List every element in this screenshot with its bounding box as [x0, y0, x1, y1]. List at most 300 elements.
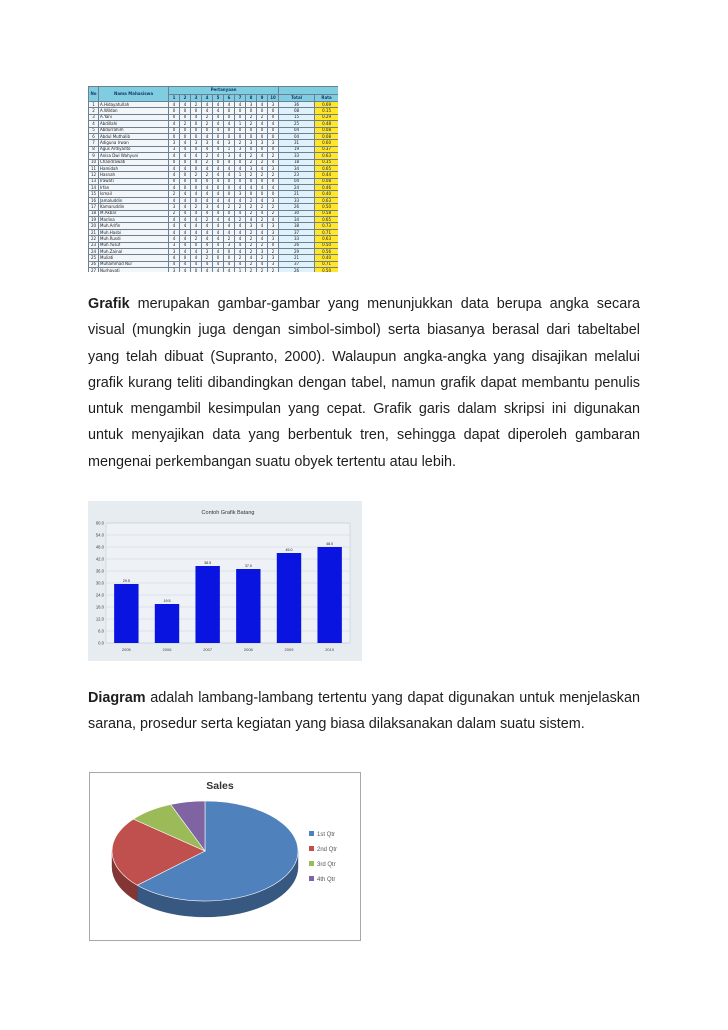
bar-value-label: 29.5: [122, 579, 130, 583]
table-cell: 4: [213, 242, 224, 248]
table-cell: 4: [191, 159, 202, 165]
bar: [277, 553, 301, 643]
table-cell: 3: [191, 140, 202, 146]
table-cell: 4: [257, 210, 268, 216]
table-cell: 1: [235, 172, 246, 178]
table-cell: 4: [213, 204, 224, 210]
table-cell: 0: [268, 127, 279, 133]
table-cell: 4: [202, 185, 213, 191]
bar-value-label: 48.0: [326, 542, 334, 546]
table-cell: 3: [224, 140, 235, 146]
table-cell: 2: [246, 159, 257, 165]
average-cell: 0.08: [315, 133, 338, 139]
table-cell: 0: [202, 127, 213, 133]
table-cell: 0: [180, 108, 191, 114]
header-question: 9: [257, 94, 268, 102]
total-cell: 04: [279, 178, 315, 184]
table-cell: 0: [224, 248, 235, 254]
y-tick-label: 18.0: [95, 604, 104, 610]
table-cell: 0: [180, 178, 191, 184]
table-cell: 4: [89, 121, 99, 127]
table-cell: 0: [268, 178, 279, 184]
average-cell: 0.73: [315, 223, 338, 229]
table-cell: 0: [257, 191, 268, 197]
table-cell: 0: [169, 133, 180, 139]
table-cell: 4: [257, 185, 268, 191]
table-cell: 7: [89, 140, 99, 146]
table-cell: 0: [180, 185, 191, 191]
table-cell: 3: [246, 140, 257, 146]
total-cell: 21: [279, 191, 315, 197]
table-cell: 0: [246, 146, 257, 152]
table-cell: 2: [246, 197, 257, 203]
legend-swatch: [309, 846, 314, 851]
table-cell: 2: [257, 159, 268, 165]
table-cell: 4: [202, 165, 213, 171]
x-tick-label: 2005: [121, 647, 131, 652]
table-cell: 2: [246, 248, 257, 254]
table-cell: 0: [213, 133, 224, 139]
table-cell: 3: [246, 102, 257, 108]
student-name-cell: Abdul Muthalib: [99, 133, 169, 139]
table-cell: 3: [257, 140, 268, 146]
paragraph-grafik-text: merupakan gambar-gambar yang menunjukkan data berupa angka secara visual (mungkin juga dengan simbol-simbol) serta biasanya berasal dari tabeltabel yang telah dibuat (Supranto, 2000). Walaupun angka-angka yang disajikan melalui grafik kurang teliti dibandingkan dengan tabel, namun grafik dapat membantu penulis untuk mengambil kesimpulan yang cepat. Grafik garis dalam skripsi ini digunakan untuk menyajikan data yang berbentuk tren, sehingga dapat diperoleh gambaran mengenai perkembangan suatu obyek tertentu atau lebih.: [88, 296, 640, 470]
table-cell: 0: [191, 133, 202, 139]
table-cell: 3: [169, 140, 180, 146]
table-cell: 2: [268, 248, 279, 254]
table-cell: 0: [235, 178, 246, 184]
student-name-cell: Muh.Hasbi: [99, 229, 169, 235]
table-cell: 4: [213, 210, 224, 216]
table-cell: 4: [213, 178, 224, 184]
header-question: 4: [202, 94, 213, 102]
table-cell: 2: [180, 121, 191, 127]
table-cell: 1: [235, 268, 246, 272]
table-cell: 4: [213, 191, 224, 197]
student-name-cell: Hasnah: [99, 172, 169, 178]
table-cell: 4: [213, 153, 224, 159]
table-cell: 4: [169, 261, 180, 267]
header-question: 8: [246, 94, 257, 102]
table-cell: 2: [246, 229, 257, 235]
student-name-cell: Abdillahi: [99, 121, 169, 127]
header-no: No: [89, 87, 99, 102]
table-cell: 25: [89, 255, 99, 261]
table-cell: 0: [257, 133, 268, 139]
total-cell: 04: [279, 133, 315, 139]
table-cell: 3: [202, 140, 213, 146]
total-cell: 34: [279, 165, 315, 171]
table-cell: 0: [224, 114, 235, 120]
table-cell: 3: [246, 223, 257, 229]
table-cell: 14: [89, 185, 99, 191]
table-cell: 0: [268, 133, 279, 139]
table-cell: 4: [257, 236, 268, 242]
table-cell: 4: [213, 197, 224, 203]
table-cell: 22: [89, 236, 99, 242]
table-cell: 4: [235, 236, 246, 242]
table-cell: 2: [257, 204, 268, 210]
table-cell: 0: [235, 127, 246, 133]
table-cell: 0: [246, 178, 257, 184]
table-cell: 4: [180, 223, 191, 229]
table-cell: 3: [235, 146, 246, 152]
student-name-cell: Irfan: [99, 185, 169, 191]
table-cell: 0: [180, 172, 191, 178]
table-cell: 27: [89, 268, 99, 272]
table-cell: 2: [246, 172, 257, 178]
average-cell: 0.65: [315, 217, 338, 223]
table-row: [89, 268, 339, 272]
table-cell: 17: [89, 204, 99, 210]
table-cell: 0: [224, 191, 235, 197]
average-cell: 0.40: [315, 191, 338, 197]
table-cell: 2: [268, 210, 279, 216]
average-cell: 0.08: [315, 178, 338, 184]
table-cell: 4: [191, 223, 202, 229]
table-cell: 3: [268, 140, 279, 146]
table-cell: 2: [246, 242, 257, 248]
table-cell: 0: [191, 185, 202, 191]
total-cell: 25: [279, 121, 315, 127]
table-cell: 3: [268, 165, 279, 171]
header-question: 7: [235, 94, 246, 102]
table-cell: 4: [202, 191, 213, 197]
table-cell: 2: [224, 204, 235, 210]
table-cell: 20: [89, 223, 99, 229]
legend-label: 4th Qtr: [317, 877, 336, 883]
table-cell: 4: [235, 102, 246, 108]
total-cell: 38: [279, 223, 315, 229]
average-cell: 0.46: [315, 185, 338, 191]
student-name-cell: A.Hidayatullah: [99, 102, 169, 108]
student-name-cell: Nurhayati: [99, 268, 169, 272]
bar-value-label: 37.0: [244, 564, 252, 568]
header-blank: [279, 87, 338, 95]
table-cell: 2: [191, 102, 202, 108]
y-tick-label: 48.0: [95, 544, 104, 550]
table-cell: 0: [191, 242, 202, 248]
table-cell: 10: [89, 159, 99, 165]
table-cell: 4: [180, 204, 191, 210]
table-cell: 2: [246, 261, 257, 267]
table-cell: 4: [180, 165, 191, 171]
table-cell: 0: [180, 255, 191, 261]
table-cell: 2: [268, 153, 279, 159]
average-cell: 0.63: [315, 236, 338, 242]
table-cell: 4: [191, 114, 202, 120]
average-cell: 0.58: [315, 210, 338, 216]
table-cell: 3: [202, 204, 213, 210]
table-cell: 4: [202, 261, 213, 267]
bar: [114, 584, 138, 643]
table-cell: 4: [213, 108, 224, 114]
total-cell: 26: [279, 242, 315, 248]
table-cell: 4: [169, 102, 180, 108]
table-cell: 4: [191, 248, 202, 254]
total-cell: 19: [279, 146, 315, 152]
x-tick-label: 2006: [162, 647, 172, 652]
table-cell: 0: [169, 114, 180, 120]
table-cell: 3: [202, 248, 213, 254]
table-cell: 19: [89, 217, 99, 223]
table-cell: 0: [180, 114, 191, 120]
student-name-cell: Chandrawati: [99, 159, 169, 165]
table-cell: 0: [191, 268, 202, 272]
bar-value-label: 45.0: [285, 548, 293, 552]
table-cell: 0: [224, 178, 235, 184]
table-cell: 0: [224, 127, 235, 133]
table-cell: 4: [213, 172, 224, 178]
total-cell: 18: [279, 159, 315, 165]
bar-chart-figure: [88, 501, 362, 661]
table-cell: 2: [202, 159, 213, 165]
table-cell: 0: [257, 178, 268, 184]
bar-chart: [88, 501, 362, 661]
table-cell: 0: [224, 108, 235, 114]
student-name-cell: Jamaluddin: [99, 197, 169, 203]
y-tick-label: 0.0: [98, 640, 104, 646]
table-cell: 4: [224, 172, 235, 178]
table-cell: 4: [202, 223, 213, 229]
table-cell: 4: [191, 153, 202, 159]
table-cell: 4: [235, 261, 246, 267]
pie-chart: [90, 773, 360, 940]
table-cell: 2: [257, 172, 268, 178]
table-cell: 4: [224, 165, 235, 171]
x-tick-label: 2009: [284, 647, 294, 652]
student-name-cell: M.Akbar: [99, 210, 169, 216]
table-cell: 2: [202, 255, 213, 261]
total-cell: 37: [279, 229, 315, 235]
table-cell: 2: [191, 236, 202, 242]
table-cell: 0: [268, 108, 279, 114]
table-cell: 4: [169, 229, 180, 235]
table-cell: 4: [191, 217, 202, 223]
term-diagram: Diagram: [88, 690, 146, 706]
table-cell: 12: [89, 172, 99, 178]
table-cell: 4: [235, 223, 246, 229]
x-tick-label: 2010: [325, 647, 335, 652]
table-cell: 11: [89, 165, 99, 171]
total-cell: 21: [279, 255, 315, 261]
table-cell: 21: [89, 229, 99, 235]
average-cell: 0.69: [315, 102, 338, 108]
table-cell: 2: [246, 236, 257, 242]
table-cell: 0: [235, 133, 246, 139]
table-cell: 2: [202, 114, 213, 120]
bar: [195, 566, 219, 643]
table-cell: 4: [257, 102, 268, 108]
table-cell: 0: [246, 133, 257, 139]
table-cell: 4: [257, 229, 268, 235]
table-cell: 2: [246, 268, 257, 272]
table-cell: 0: [257, 127, 268, 133]
table-cell: 0: [268, 114, 279, 120]
table-cell: 0: [268, 146, 279, 152]
table-cell: 4: [224, 261, 235, 267]
table-cell: 0: [268, 242, 279, 248]
table-cell: 3: [268, 197, 279, 203]
y-tick-label: 54.0: [95, 532, 104, 538]
paragraph-diagram-text: adalah lambang-lambang tertentu yang dapat digunakan untuk menjelaskan sarana, prosedur serta kegiatan yang biasa dilaksanakan dalam suatu sistem.: [88, 690, 640, 733]
table-cell: 2: [235, 140, 246, 146]
student-name-cell: Muh.Zainal: [99, 248, 169, 254]
score-table: [88, 86, 338, 272]
student-name-cell: A.Wildan: [99, 108, 169, 114]
table-cell: 0: [169, 159, 180, 165]
table-cell: 1: [224, 146, 235, 152]
total-cell: 04: [279, 127, 315, 133]
total-cell: 31: [279, 140, 315, 146]
average-cell: 0.65: [315, 165, 338, 171]
table-cell: 2: [202, 153, 213, 159]
table-cell: 4: [213, 127, 224, 133]
header-name: Nama Mahasiswa: [99, 87, 169, 102]
total-cell: 37: [279, 261, 315, 267]
table-cell: 2: [235, 204, 246, 210]
table-cell: 4: [180, 191, 191, 197]
table-cell: 2: [191, 172, 202, 178]
legend-swatch: [309, 876, 314, 881]
total-cell: 26: [279, 268, 315, 272]
table-cell: 3: [268, 229, 279, 235]
table-cell: 15: [89, 191, 99, 197]
total-cell: 36: [279, 102, 315, 108]
table-cell: 4: [257, 153, 268, 159]
header-question: 5: [213, 94, 224, 102]
average-cell: 0.71: [315, 229, 338, 235]
table-cell: 0: [169, 127, 180, 133]
table-cell: 0: [191, 121, 202, 127]
total-cell: 33: [279, 197, 315, 203]
bar: [155, 604, 179, 643]
pie-chart-figure: [89, 772, 361, 941]
table-cell: 2: [268, 204, 279, 210]
student-name-cell: Muh.Yusuf: [99, 242, 169, 248]
table-cell: 4: [180, 197, 191, 203]
table-cell: 4: [180, 242, 191, 248]
table-cell: 4: [180, 229, 191, 235]
table-cell: 4: [180, 268, 191, 272]
table-cell: 4: [169, 153, 180, 159]
table-cell: 3: [268, 236, 279, 242]
table-cell: 2: [257, 268, 268, 272]
table-cell: 4: [169, 197, 180, 203]
table-cell: 4: [180, 102, 191, 108]
table-cell: 4: [202, 242, 213, 248]
header-question: 3: [191, 94, 202, 102]
header-question-group: Pertanyaan: [169, 87, 279, 95]
table-cell: 4: [202, 108, 213, 114]
student-name-cell: Irawati: [99, 178, 169, 184]
average-cell: 0.37: [315, 146, 338, 152]
average-cell: 0.08: [315, 127, 338, 133]
average-cell: 0.48: [315, 121, 338, 127]
table-cell: 2: [246, 114, 257, 120]
table-cell: 3: [268, 255, 279, 261]
table-cell: 4: [213, 248, 224, 254]
table-cell: 0: [180, 133, 191, 139]
table-cell: 4: [191, 210, 202, 216]
total-cell: 23: [279, 172, 315, 178]
x-tick-label: 2008: [243, 647, 253, 652]
average-cell: 0.50: [315, 242, 338, 248]
student-name-cell: Muh.Arifin: [99, 223, 169, 229]
table-cell: 0: [235, 159, 246, 165]
table-cell: 3: [268, 102, 279, 108]
table-cell: 4: [213, 268, 224, 272]
table-cell: 4: [169, 185, 180, 191]
average-cell: 0.50: [315, 204, 338, 210]
table-cell: 4: [202, 197, 213, 203]
table-cell: 4: [180, 217, 191, 223]
table-cell: 4: [213, 217, 224, 223]
table-cell: 0: [213, 255, 224, 261]
legend-label: 2nd Qtr: [317, 847, 338, 853]
total-cell: 33: [279, 153, 315, 159]
table-cell: 0: [213, 185, 224, 191]
table-cell: 4: [169, 236, 180, 242]
table-cell: 4: [246, 185, 257, 191]
paragraph-grafik: [88, 291, 640, 475]
table-cell: 4: [235, 210, 246, 216]
table-cell: 4: [191, 191, 202, 197]
legend-label: 1st Qtr: [317, 832, 336, 838]
table-cell: 0: [180, 159, 191, 165]
table-cell: 2: [257, 217, 268, 223]
average-cell: 0.60: [315, 140, 338, 146]
table-cell: 0: [191, 127, 202, 133]
average-cell: 0.44: [315, 172, 338, 178]
header-question: 10: [268, 94, 279, 102]
table-cell: 4: [213, 229, 224, 235]
header-average: Rata: [315, 94, 338, 102]
table-cell: 4: [191, 261, 202, 267]
term-grafik: Grafik: [88, 296, 130, 312]
average-cell: 0.50: [315, 268, 338, 272]
table-cell: 2: [257, 114, 268, 120]
table-cell: 2: [257, 255, 268, 261]
table-cell: 4: [213, 140, 224, 146]
table-cell: 0: [191, 165, 202, 171]
table-cell: 0: [235, 114, 246, 120]
table-cell: 2: [257, 242, 268, 248]
table-cell: 4: [224, 223, 235, 229]
table-cell: 0: [191, 108, 202, 114]
table-cell: 4: [257, 165, 268, 171]
table-cell: 3: [268, 223, 279, 229]
total-cell: 29: [279, 248, 315, 254]
table-cell: 2: [246, 210, 257, 216]
x-tick-label: 2007: [203, 647, 213, 652]
table-cell: 0: [224, 210, 235, 216]
table-cell: 4: [224, 197, 235, 203]
bar-chart-title: Contoh Grafik Batang: [201, 510, 255, 516]
table-cell: 4: [235, 242, 246, 248]
table-cell: 4: [202, 229, 213, 235]
table-cell: 4: [180, 153, 191, 159]
table-cell: 0: [180, 127, 191, 133]
table-cell: 4: [180, 210, 191, 216]
total-cell: 34: [279, 217, 315, 223]
table-cell: 0: [257, 146, 268, 152]
table-cell: 4: [213, 114, 224, 120]
table-cell: 2: [169, 210, 180, 216]
average-cell: 0.63: [315, 197, 338, 203]
table-cell: 0: [268, 191, 279, 197]
table-cell: 4: [180, 236, 191, 242]
